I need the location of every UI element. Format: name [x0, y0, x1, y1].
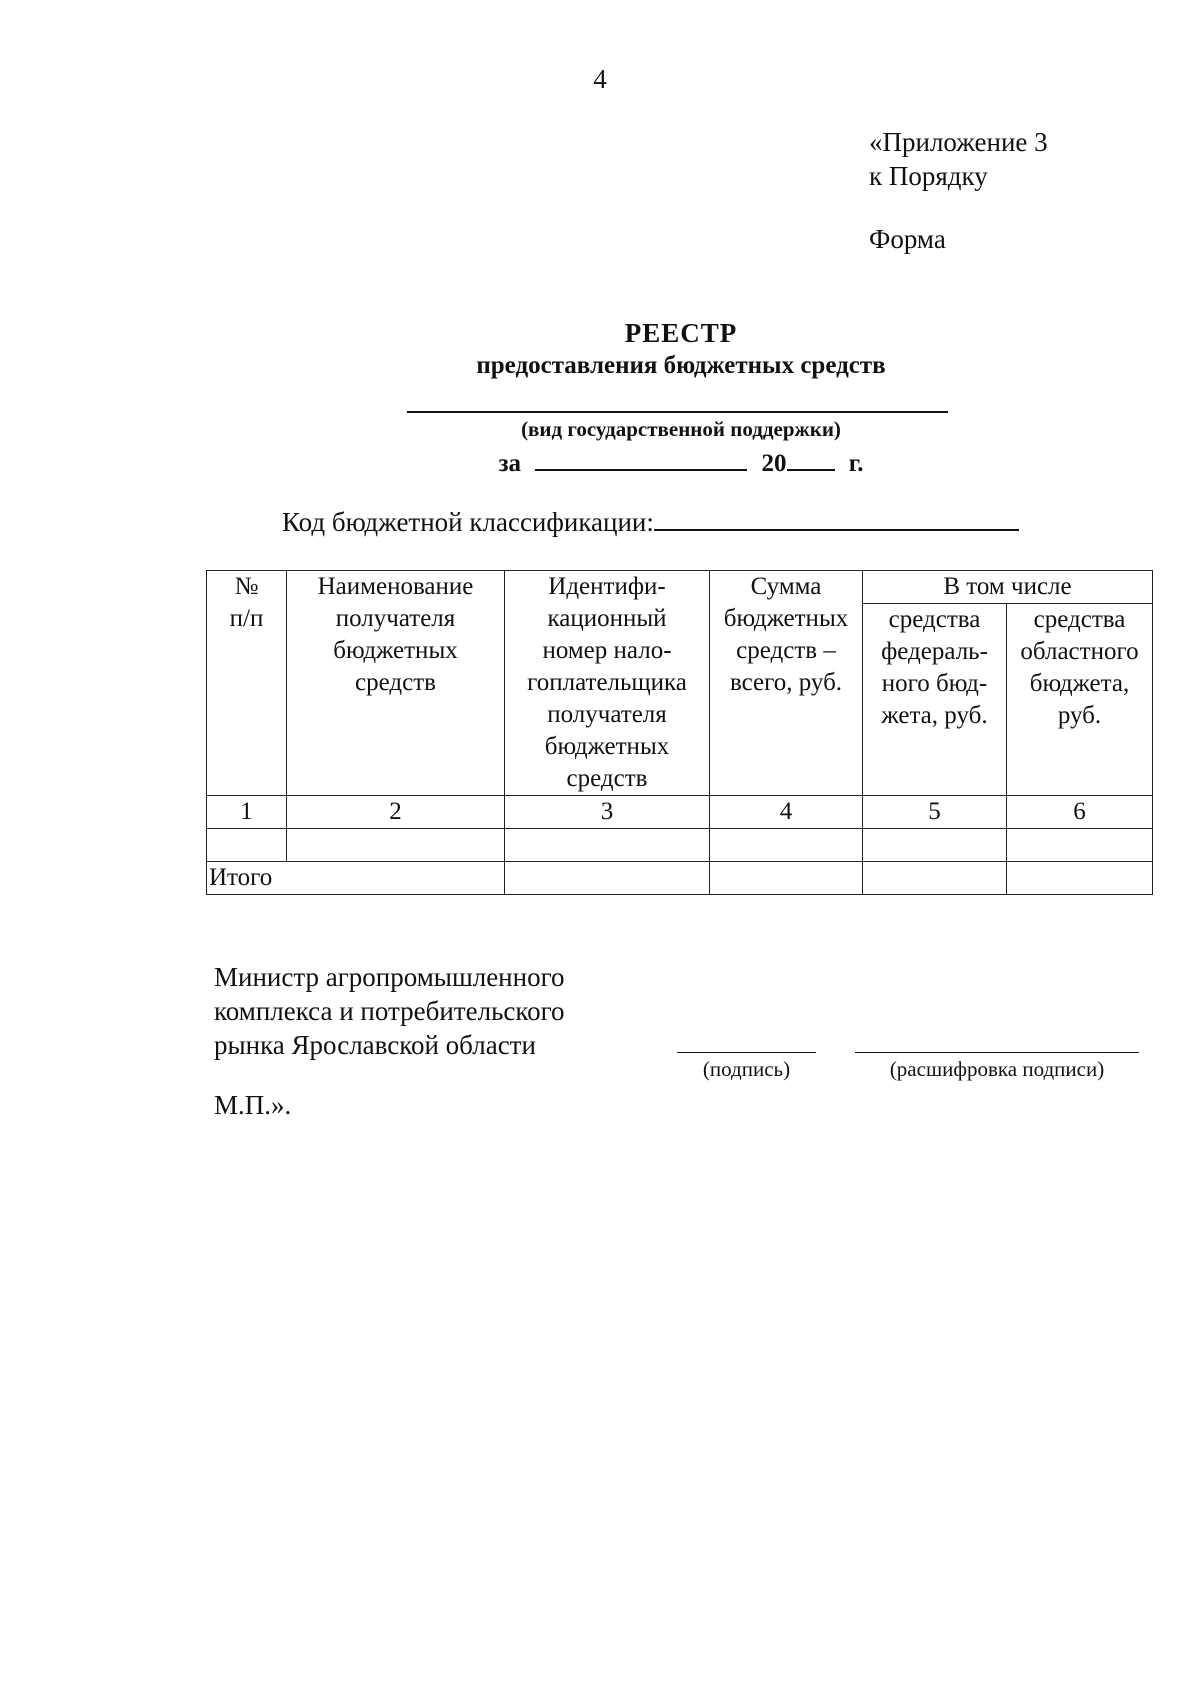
- empty-cell[interactable]: [1007, 829, 1153, 862]
- support-type-caption: (вид государственной поддержки): [521, 417, 841, 441]
- appendix-reference: [869, 125, 1048, 193]
- total-row: [207, 862, 1153, 895]
- period-line: [0, 445, 1200, 478]
- total-cell[interactable]: [505, 862, 710, 895]
- document-subtitle: предоставления бюджетных средств: [476, 352, 886, 379]
- header-row-1: [207, 571, 1153, 604]
- support-type-blank-line: [407, 411, 948, 413]
- table-row: [207, 829, 1153, 862]
- signature-decode-caption: (расшифровка подписи): [889, 1057, 1105, 1081]
- seal-mark: М.П.».: [214, 1090, 292, 1120]
- registry-table: [206, 570, 1153, 895]
- header-cell-taxpayer-id: Идентифи- кационный номер нало- гоплательщика получателя бюджетных средств: [505, 571, 710, 796]
- total-cell[interactable]: [1007, 862, 1153, 895]
- minister-title: Министр агропромышленного комплекса и потребительского рынка Ярославской области: [214, 962, 565, 1060]
- signature-caption: (подпись): [702, 1057, 791, 1081]
- header-cell-regional-budget: средства областного бюджета, руб.: [1007, 604, 1153, 796]
- header-cell-including-group: В том числе: [863, 571, 1153, 604]
- document-title: РЕЕСТР: [624, 318, 738, 348]
- period-suffix: г.: [848, 450, 864, 477]
- total-cell[interactable]: [710, 862, 863, 895]
- total-cell[interactable]: [863, 862, 1007, 895]
- header-cell-number: № п/п: [207, 571, 287, 796]
- total-label: Итого: [207, 862, 505, 895]
- kbk-blank: [654, 507, 1019, 531]
- kbk-label: Код бюджетной классификации:: [282, 507, 654, 537]
- column-number-cell: 3: [505, 796, 710, 829]
- column-number-cell: 5: [863, 796, 1007, 829]
- signature-line: [677, 1052, 816, 1053]
- form-label: Форма: [869, 224, 946, 254]
- empty-cell[interactable]: [287, 829, 505, 862]
- period-prefix: за: [498, 450, 521, 477]
- budget-classification-code: [282, 507, 1019, 538]
- column-number-cell: 4: [710, 796, 863, 829]
- appendix-line-2: к Порядку: [869, 161, 988, 191]
- signature-decode-line: [855, 1052, 1139, 1053]
- page-number: 4: [593, 64, 607, 94]
- column-number-row: [207, 796, 1153, 829]
- header-cell-total-amount: Сумма бюджетных средств – всего, руб.: [710, 571, 863, 796]
- column-number-cell: 2: [287, 796, 505, 829]
- year-blank: [787, 445, 835, 471]
- header-cell-recipient-name: Наименование получателя бюджетных средств: [287, 571, 505, 796]
- period-blank: [535, 445, 747, 471]
- period-year-prefix: 20: [761, 450, 787, 477]
- empty-cell[interactable]: [207, 829, 287, 862]
- appendix-line-1: «Приложение 3: [869, 127, 1048, 157]
- header-cell-federal-budget: средства федераль- ного бюд- жета, руб.: [863, 604, 1007, 796]
- empty-cell[interactable]: [863, 829, 1007, 862]
- empty-cell[interactable]: [505, 829, 710, 862]
- column-number-cell: 6: [1007, 796, 1153, 829]
- column-number-cell: 1: [207, 796, 287, 829]
- empty-cell[interactable]: [710, 829, 863, 862]
